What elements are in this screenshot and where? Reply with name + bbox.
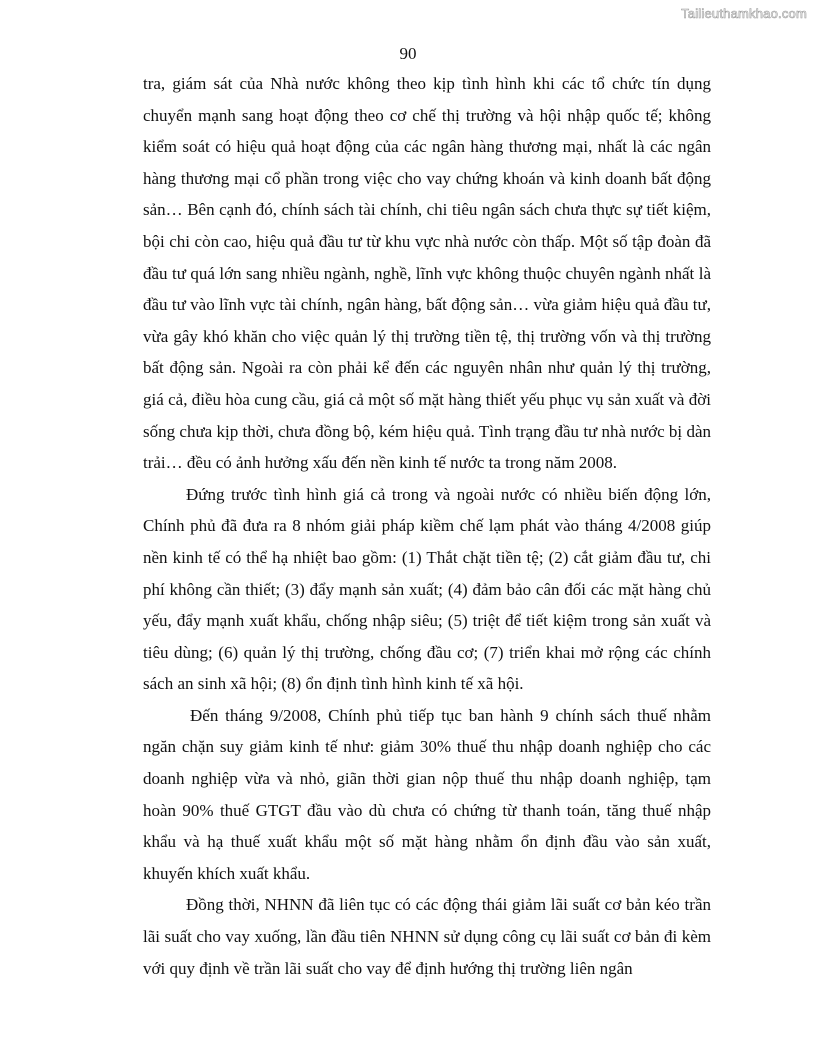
paragraph-interest-rate: Đồng thời, NHNN đã liên tục có các động thái giảm lãi suất cơ bản kéo trần lãi suất cho vay xuống, lần đầu tiên NHNN sử dụng công cụ lãi suất cơ bản đi kèm với quy định về trần lãi suất cho vay để định hướng thị trường liên ngân xyxy=(143,895,711,978)
watermark: Tailieuthamkhao.com xyxy=(681,6,807,21)
document-body xyxy=(143,68,711,984)
paragraph-continued: tra, giám sát của Nhà nước không theo kịp tình hình khi các tổ chức tín dụng chuyển mạnh sang hoạt động theo cơ chế thị trường và hội nhập quốc tế; không kiểm soát có hiệu quả hoạt động của các ngân hàng thương mại, nhất là các ngân hàng thương mại cổ phần trong việc cho vay chứng khoán và kinh doanh bất động sản… Bên cạnh đó, chính sách tài chính, chi tiêu ngân sách chưa thực sự tiết kiệm, bội chi còn cao, hiệu quả đầu tư từ khu vực nhà nước còn thấp. Một số tập đoàn đã đầu tư quá lớn sang nhiều ngành, nghề, lĩnh vực không thuộc chuyên ngành nhất là đầu tư vào lĩnh vực tài chính, ngân hàng, bất động sản… vừa giảm hiệu quả đầu tư, vừa gây khó khăn cho việc quản lý thị trường tiền tệ, thị trường vốn và thị trường bất động sản. Ngoài ra còn phải kể đến các nguyên nhân như quản lý thị trường, giá cả, điều hòa cung cầu, giá cả một số mặt hàng thiết yếu phục vụ sản xuất và đời sống chưa kịp thời, chưa đồng bộ, kém hiệu quả. Tình trạng đầu tư nhà nước bị dàn trải… đều có ảnh hưởng xấu đến nền kinh tế nước ta trong năm 2008. xyxy=(143,74,711,473)
page-number: 90 xyxy=(399,44,417,63)
paragraph-tax-policies: Đến tháng 9/2008, Chính phủ tiếp tục ban hành 9 chính sách thuế nhằm ngăn chặn suy giảm kinh tế như: giảm 30% thuế thu nhập doanh nghiệp cho các doanh nghiệp vừa và nhỏ, giãn thời gian nộp thuế thu nhập doanh nghiệp, tạm hoàn 90% thuế GTGT đầu vào dù chưa có chứng từ thanh toán, tăng thuế nhập khẩu và hạ thuế xuất khẩu một số mặt hàng nhằm ổn định đầu vào sản xuất, khuyến khích xuất khẩu. xyxy=(143,705,711,883)
paragraph-anti-inflation-measures: Đứng trước tình hình giá cả trong và ngoài nước có nhiều biến động lớn, Chính phủ đã đưa ra 8 nhóm giải pháp kiềm chế lạm phát vào tháng 4/2008 giúp nền kinh tế có thể hạ nhiệt bao gồm: (1) Thắt chặt tiền tệ; (2) cắt giảm đầu tư, chi phí không cần thiết; (3) đẩy mạnh sản xuất; (4) đảm bảo cân đối các mặt hàng chủ yếu, đẩy mạnh xuất khẩu, chống nhập siêu; (5) triệt để tiết kiệm trong sản xuất và tiêu dùng; (6) quản lý thị trường, chống đầu cơ; (7) triển khai mở rộng các chính sách an sinh xã hội; (8) ổn định tình hình kinh tế xã hội. xyxy=(143,484,711,694)
